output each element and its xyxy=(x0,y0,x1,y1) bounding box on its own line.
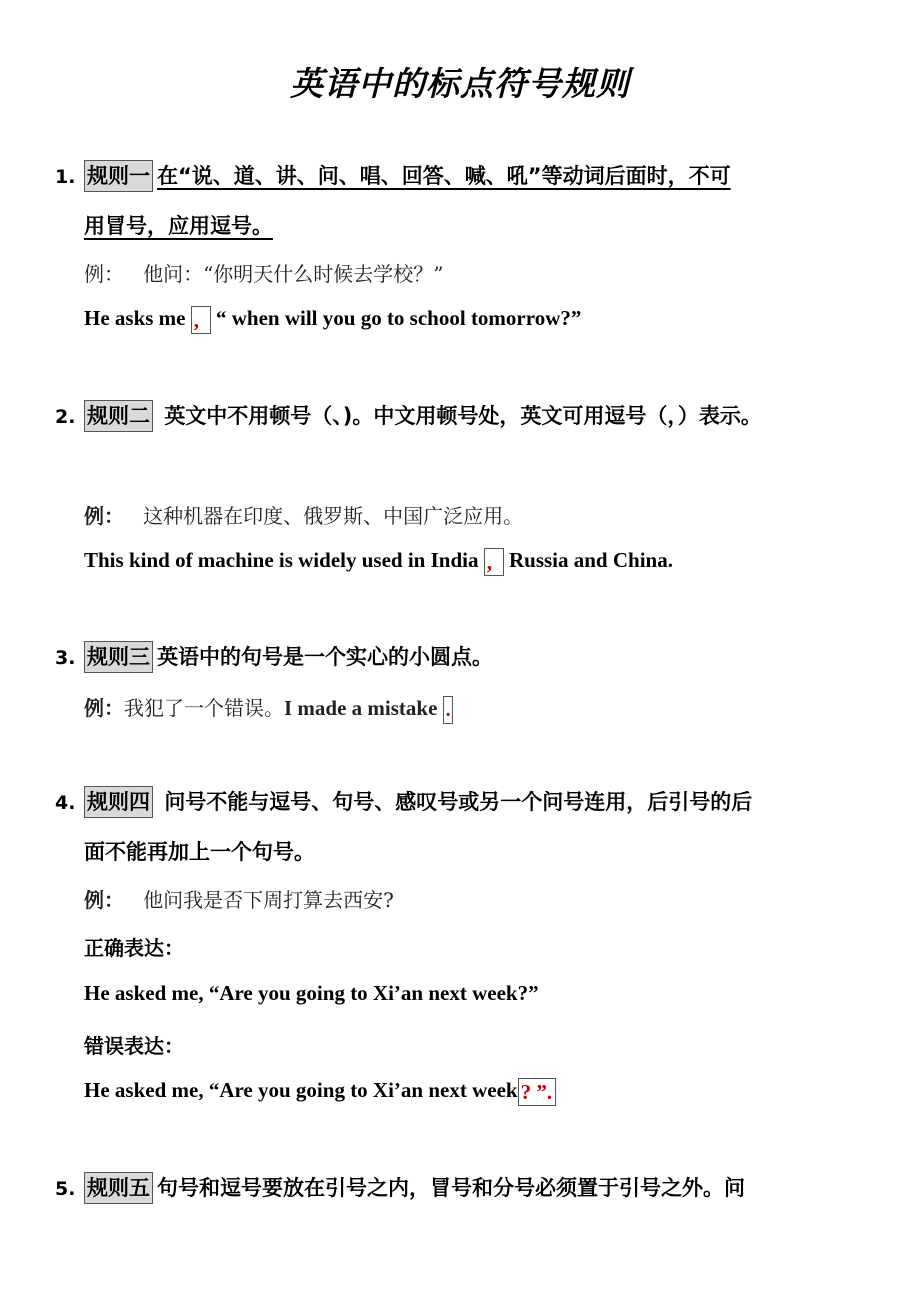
rule-tag: 规则二 xyxy=(84,400,153,432)
highlighted-punctuation: , xyxy=(191,306,211,334)
example-label: 例： xyxy=(84,696,124,720)
rule-tag: 规则三 xyxy=(84,641,153,673)
rule-tag: 规则一 xyxy=(84,160,153,192)
rule-heading-line xyxy=(84,160,866,192)
rule-text: 面不能再加上一个句号。 xyxy=(84,840,315,864)
highlighted-punctuation: . xyxy=(443,696,453,724)
example-english xyxy=(84,548,866,576)
rule-tag: 规则五 xyxy=(84,1172,153,1204)
english-text: This kind of machine is widely used in India xyxy=(84,548,484,572)
example-label: 例： xyxy=(84,504,124,528)
rule-number: 3. xyxy=(55,647,76,669)
rule-text: 英文中不用顿号（、)。中文用顿号处，英文可用逗号（，）表示。 xyxy=(164,404,762,428)
rule-heading-line xyxy=(84,641,866,673)
rule-text: 在“说、道、讲、问、唱、回答、喊、吼”等动词后面时，不可 xyxy=(157,164,731,188)
highlighted-punctuation: ? ”. xyxy=(518,1078,556,1106)
example-label: 例： xyxy=(84,888,124,912)
rule-heading-line xyxy=(84,1172,866,1204)
rule-tag: 规则四 xyxy=(84,786,153,818)
rule-number: 5. xyxy=(55,1178,76,1200)
rule-heading-line-2 xyxy=(84,210,866,240)
rule-heading-line xyxy=(84,786,866,818)
english-text: I made a mistake xyxy=(284,696,443,720)
example-chinese: 我犯了一个错误。 xyxy=(124,696,284,720)
example-line xyxy=(84,692,866,724)
highlighted-punctuation: , xyxy=(484,548,504,576)
rule-text: 英语中的句号是一个实心的小圆点。 xyxy=(157,645,493,669)
wrong-label: 错误表达： xyxy=(84,1034,184,1058)
example-english xyxy=(84,306,866,334)
example-label: 例： xyxy=(84,262,124,286)
rule-number: 1. xyxy=(55,166,76,188)
english-text: “ when will you go to school tomorrow?” xyxy=(210,306,582,330)
rule-text: 句号和逗号要放在引号之内，冒号和分号必须置于引号之外。问 xyxy=(157,1176,745,1200)
example-line xyxy=(84,258,866,287)
rule-text: 问号不能与逗号、句号、感叹号或另一个问号连用，后引号的后 xyxy=(164,790,753,814)
page-title: 英语中的标点符号规则 xyxy=(290,64,630,103)
example-chinese: 他问我是否下周打算去西安? xyxy=(143,888,394,912)
rule-number: 4. xyxy=(55,792,76,814)
english-text: Russia and China. xyxy=(503,548,673,572)
rule-heading-line-2 xyxy=(84,836,866,866)
correct-english: He asked me, “Are you going to Xi’an next week?” xyxy=(84,981,539,1005)
wrong-english xyxy=(84,1078,866,1106)
rule-text: 用冒号，应用逗号。 xyxy=(84,214,273,238)
correct-label: 正确表达： xyxy=(84,936,184,960)
example-line xyxy=(84,884,866,913)
english-text: He asks me xyxy=(84,306,191,330)
example-chinese: 这种机器在印度、俄罗斯、中国广泛应用。 xyxy=(143,504,524,528)
english-text: He asked me, “Are you going to Xi’an next week xyxy=(84,1078,518,1102)
example-line xyxy=(84,500,866,529)
example-chinese: 他问：“你明天什么时候去学校？” xyxy=(143,262,444,286)
rule-heading-line xyxy=(84,400,866,432)
rule-number: 2. xyxy=(55,406,76,428)
